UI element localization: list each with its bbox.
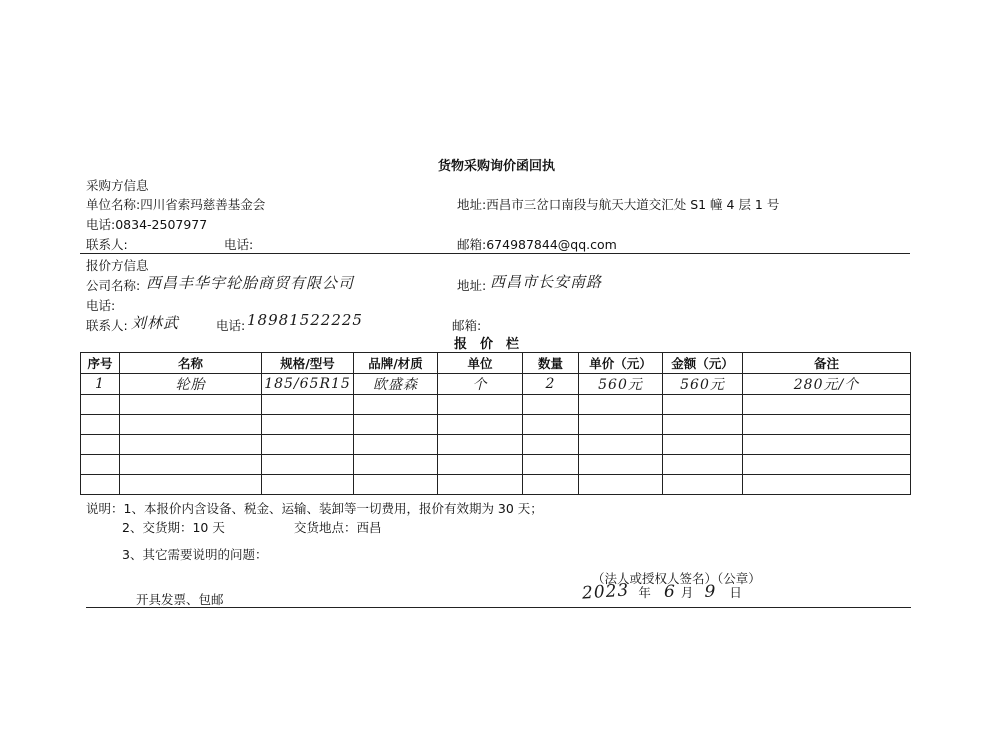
buyer-unit-name-row <box>86 195 265 213</box>
cell-spec <box>262 415 354 435</box>
cell-quantity <box>523 435 579 455</box>
cell-spec <box>262 395 354 415</box>
cell-brand <box>354 475 438 495</box>
cell-remarks <box>743 395 911 415</box>
cell-spec <box>262 455 354 475</box>
table-row <box>81 435 911 455</box>
cell-remarks <box>743 455 911 475</box>
buyer-contact-label: 联系人: <box>86 237 128 252</box>
supplier-company-label: 公司名称: <box>86 278 141 293</box>
cell-quantity <box>523 395 579 415</box>
cell-remarks: 280元/个 <box>743 374 911 395</box>
cell-amount <box>663 455 743 475</box>
cell-spec: 185/65R15 <box>262 374 354 395</box>
cell-unit-price <box>579 455 663 475</box>
table-row <box>81 475 911 495</box>
cell-quantity <box>523 415 579 435</box>
cell-name <box>120 415 262 435</box>
date-month-suffix: 月 <box>680 585 694 600</box>
buyer-section-label: 采购方信息 <box>86 178 149 193</box>
supplier-address-handwritten: 西昌市长安南路 <box>490 273 603 291</box>
buyer-contact-phone-label: 电话: <box>224 237 254 252</box>
header-unit-price: 单价（元） <box>579 353 663 374</box>
cell-unit-price <box>579 415 663 435</box>
cell-name <box>120 455 262 475</box>
header-amount: 金额（元） <box>663 353 743 374</box>
buyer-unit-name-label: 单位名称: <box>86 197 141 212</box>
cell-unit-price <box>579 475 663 495</box>
supplier-contact-phone-label: 电话: <box>216 318 246 333</box>
buyer-address-row <box>457 195 779 213</box>
buyer-unit-name: 四川省索玛慈善基金会 <box>140 197 266 212</box>
cell-name: 轮胎 <box>120 374 262 395</box>
table-row <box>81 374 911 395</box>
cell-name <box>120 435 262 455</box>
date-year-handwritten: 2023 <box>581 580 630 604</box>
signature-label: （法人或授权人签名）（公章） <box>592 571 761 586</box>
document-title: 货物采购询价函回执 <box>438 159 556 174</box>
cell-spec <box>262 435 354 455</box>
cell-amount: 560元 <box>663 374 743 395</box>
note-line-1: 说明：1、本报价内含设备、税金、运输、装卸等一切费用，报价有效期为 30 天； <box>86 501 543 516</box>
buyer-address-label: 地址: <box>457 197 487 212</box>
cell-unit <box>438 435 523 455</box>
table-row <box>81 415 911 435</box>
cell-index <box>81 395 120 415</box>
buyer-address: 西昌市三岔口南段与航天大道交汇处 S1 幢 4 层 1 号 <box>486 197 780 212</box>
table-row <box>81 455 911 475</box>
supplier-company-handwritten: 西昌丰华宇轮胎商贸有限公司 <box>146 274 355 292</box>
header-name: 名称 <box>120 353 262 374</box>
cell-remarks <box>743 435 911 455</box>
cell-remarks <box>743 415 911 435</box>
buyer-email: 674987844@qq.com <box>486 237 617 252</box>
supplier-address-label: 地址: <box>457 278 487 293</box>
cell-index <box>81 415 120 435</box>
cell-index <box>81 435 120 455</box>
signature-date <box>582 582 742 602</box>
buyer-phone-row <box>86 215 207 233</box>
cell-unit <box>438 475 523 495</box>
header-brand: 品牌/材质 <box>354 353 438 374</box>
cell-brand <box>354 435 438 455</box>
note-delivery-location: 交货地点：西昌 <box>294 520 382 535</box>
note-extra-handwritten: 开具发票、包邮 <box>136 592 224 607</box>
supplier-section-label: 报价方信息 <box>86 258 149 273</box>
date-day-suffix: 日 <box>729 585 742 600</box>
cell-quantity <box>523 475 579 495</box>
cell-index: 1 <box>81 374 120 395</box>
cell-unit: 个 <box>438 374 523 395</box>
buyer-email-row <box>457 235 617 253</box>
cell-index <box>81 455 120 475</box>
cell-unit <box>438 395 523 415</box>
cell-brand <box>354 455 438 475</box>
header-spec: 规格/型号 <box>262 353 354 374</box>
header-unit: 单位 <box>438 353 523 374</box>
cell-quantity <box>523 455 579 475</box>
supplier-contact-label: 联系人: <box>86 318 128 333</box>
quote-table-caption: 报 价 栏 <box>454 337 520 352</box>
cell-index <box>81 475 120 495</box>
cell-spec <box>262 475 354 495</box>
buyer-email-label: 邮箱: <box>457 237 487 252</box>
section-divider <box>80 253 910 254</box>
quote-table-header-row <box>81 353 911 374</box>
cell-amount <box>663 435 743 455</box>
note-line-3: 3、其它需要说明的问题： <box>122 547 268 562</box>
cell-name <box>120 395 262 415</box>
quote-table <box>80 352 911 495</box>
cell-unit-price <box>579 395 663 415</box>
supplier-contact-handwritten: 刘林武 <box>131 314 180 332</box>
table-row <box>81 395 911 415</box>
header-index: 序号 <box>81 353 120 374</box>
date-year-suffix: 年 <box>638 585 651 600</box>
signature-line <box>86 607 911 608</box>
cell-unit <box>438 415 523 435</box>
buyer-phone: 0834-2507977 <box>115 217 208 232</box>
header-remarks: 备注 <box>743 353 911 374</box>
cell-remarks <box>743 475 911 495</box>
cell-amount <box>663 475 743 495</box>
cell-unit-price: 560元 <box>579 374 663 395</box>
cell-name <box>120 475 262 495</box>
cell-unit-price <box>579 435 663 455</box>
supplier-contact-phone-handwritten: 18981522225 <box>247 311 363 329</box>
date-day-handwritten: 9 <box>704 582 717 602</box>
cell-amount <box>663 395 743 415</box>
cell-amount <box>663 415 743 435</box>
cell-unit <box>438 455 523 475</box>
cell-brand <box>354 395 438 415</box>
cell-brand: 欧盛森 <box>354 374 438 395</box>
cell-quantity: 2 <box>523 374 579 395</box>
date-month-handwritten: 6 <box>663 582 676 602</box>
note-delivery-period: 2、交货期：10 天 <box>122 520 225 535</box>
cell-brand <box>354 415 438 435</box>
supplier-email-label: 邮箱: <box>452 318 482 333</box>
buyer-phone-label: 电话: <box>86 217 116 232</box>
supplier-phone-label: 电话: <box>86 298 116 313</box>
header-quantity: 数量 <box>523 353 579 374</box>
